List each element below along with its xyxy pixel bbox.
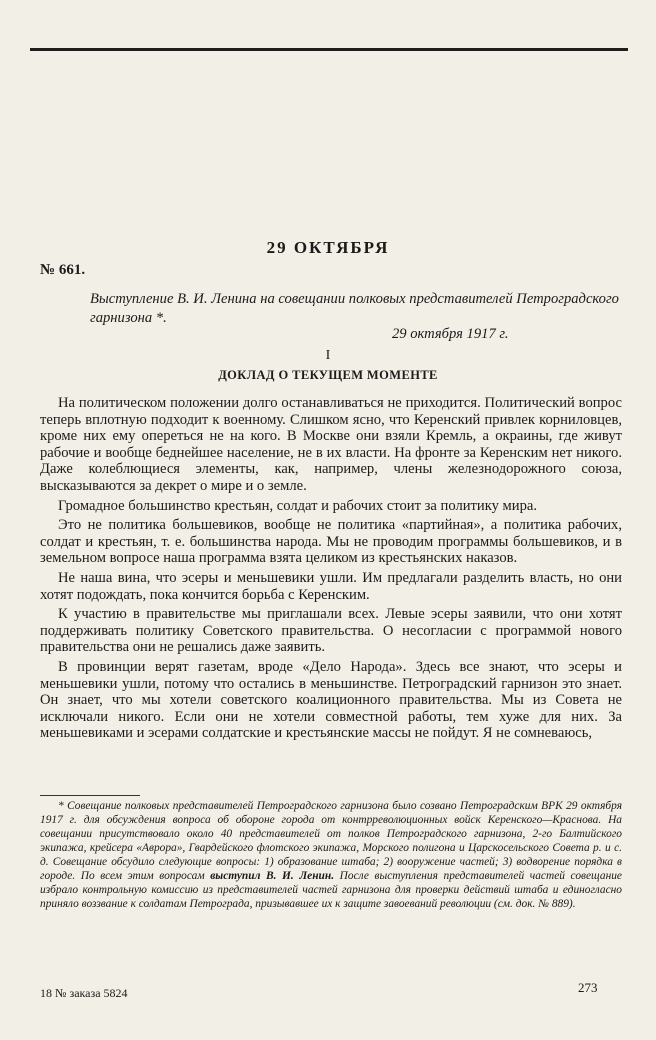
footnote (40, 799, 622, 911)
paragraph: Не наша вина, что эсеры и меньшевики ушли. Им предлагали разделить власть, но они хотят подождать, пока кончится борьба с Керенским. (40, 569, 622, 603)
footnote-paragraph (40, 799, 622, 911)
footnote-text-after: После выступления представителей частей совещание избрало контрольную комиссию из представителей частей гарнизона для проверки действий штаба и единогласно приняло воззвание к солдатам Петрограда, призывавшее их к защите завоеваний революции (см. док. № 889). (40, 870, 622, 910)
section-title: ДОКЛАД О ТЕКУЩЕМ МОМЕНТЕ (218, 368, 438, 382)
footnote-text-before: * Совещание полковых представителей Петроградского гарнизона было созвано Петроградским ВРК 29 октября 1917 г. для обсуждения вопроса об обороне города от контрреволюционных войск Керенского—Краснова. На совещании присутствовало около 40 представителей от полков Петроградского гарнизона, 2-го Балтийского экипажа, крейсера «Аврора», Гвардейского флотского экипажа, Морского полигона и Царскосельского Совета р. и с. д. Совещание обсудило следующие вопросы: 1) образование штаба; 2) вооружение частей; 3) водворение порядка в городе. По всем этим вопросам (40, 800, 622, 882)
footnote-rule (40, 795, 140, 796)
footnote-text-bold: выступил В. И. Ленин. (210, 870, 335, 882)
page-number: 273 (578, 980, 598, 995)
date-heading: 29 ОКТЯБРЯ (266, 238, 390, 257)
paragraph: На политическом положении долго останавливаться не приходится. Политический вопрос теперь вплотную подходит к военному. Слишком ясно, что Керенский привлек корниловцев, кроме них ему опереться не на кого. В Москве они взяли Кремль, а окраины, где живут рабочие и вообще беднейшее население, не в их власти. На фронте за Керенским нет никого. Даже колеблющиеся элементы, как, например, члены железнодорожного союза, высказываются за декрет о мире и о земле. (40, 395, 622, 494)
print-signature: 18 № заказа 5824 (40, 986, 128, 1000)
top-rule (30, 48, 628, 51)
document-number: № 661. (40, 262, 86, 278)
section-numeral: I (325, 348, 331, 363)
paragraph: К участию в правительстве мы приглашали всех. Левые эсеры заявили, что они хотят поддерживать политику Советского правительства. О несогласии с программой нового правительства они не решались даже заявить. (40, 606, 622, 656)
paragraph: В провинции верят газетам, вроде «Дело Народа». Здесь все знают, что эсеры и меньшевики ушли, потому что остались в меньшинстве. Петроградский гарнизон это знает. Он знает, что мы хотели советского коалиционного правительства. Мы из Совета не исключали никого. Если они не хотели совместной работы, тем хуже для них. За меньшевиками и эсерами солдатские и крестьянские массы не пойдут. Я не сомневаюсь, (40, 658, 622, 742)
main-text (40, 395, 622, 745)
paragraph: Это не политика большевиков, вообще не политика «партийная», а политика рабочих, солдат и крестьян, т. е. большинства народа. Мы не проводим программы большевиков, и в земельном вопросе наша программа взята целиком из крестьянских наказов. (40, 517, 622, 567)
document-date: 29 октября 1917 г. (392, 326, 509, 342)
document-intro: Выступление В. И. Ленина на совещании полковых представителей Петроградского гарнизона *. (90, 291, 619, 326)
paragraph: Громадное большинство крестьян, солдат и рабочих стоит за политику мира. (58, 497, 538, 514)
